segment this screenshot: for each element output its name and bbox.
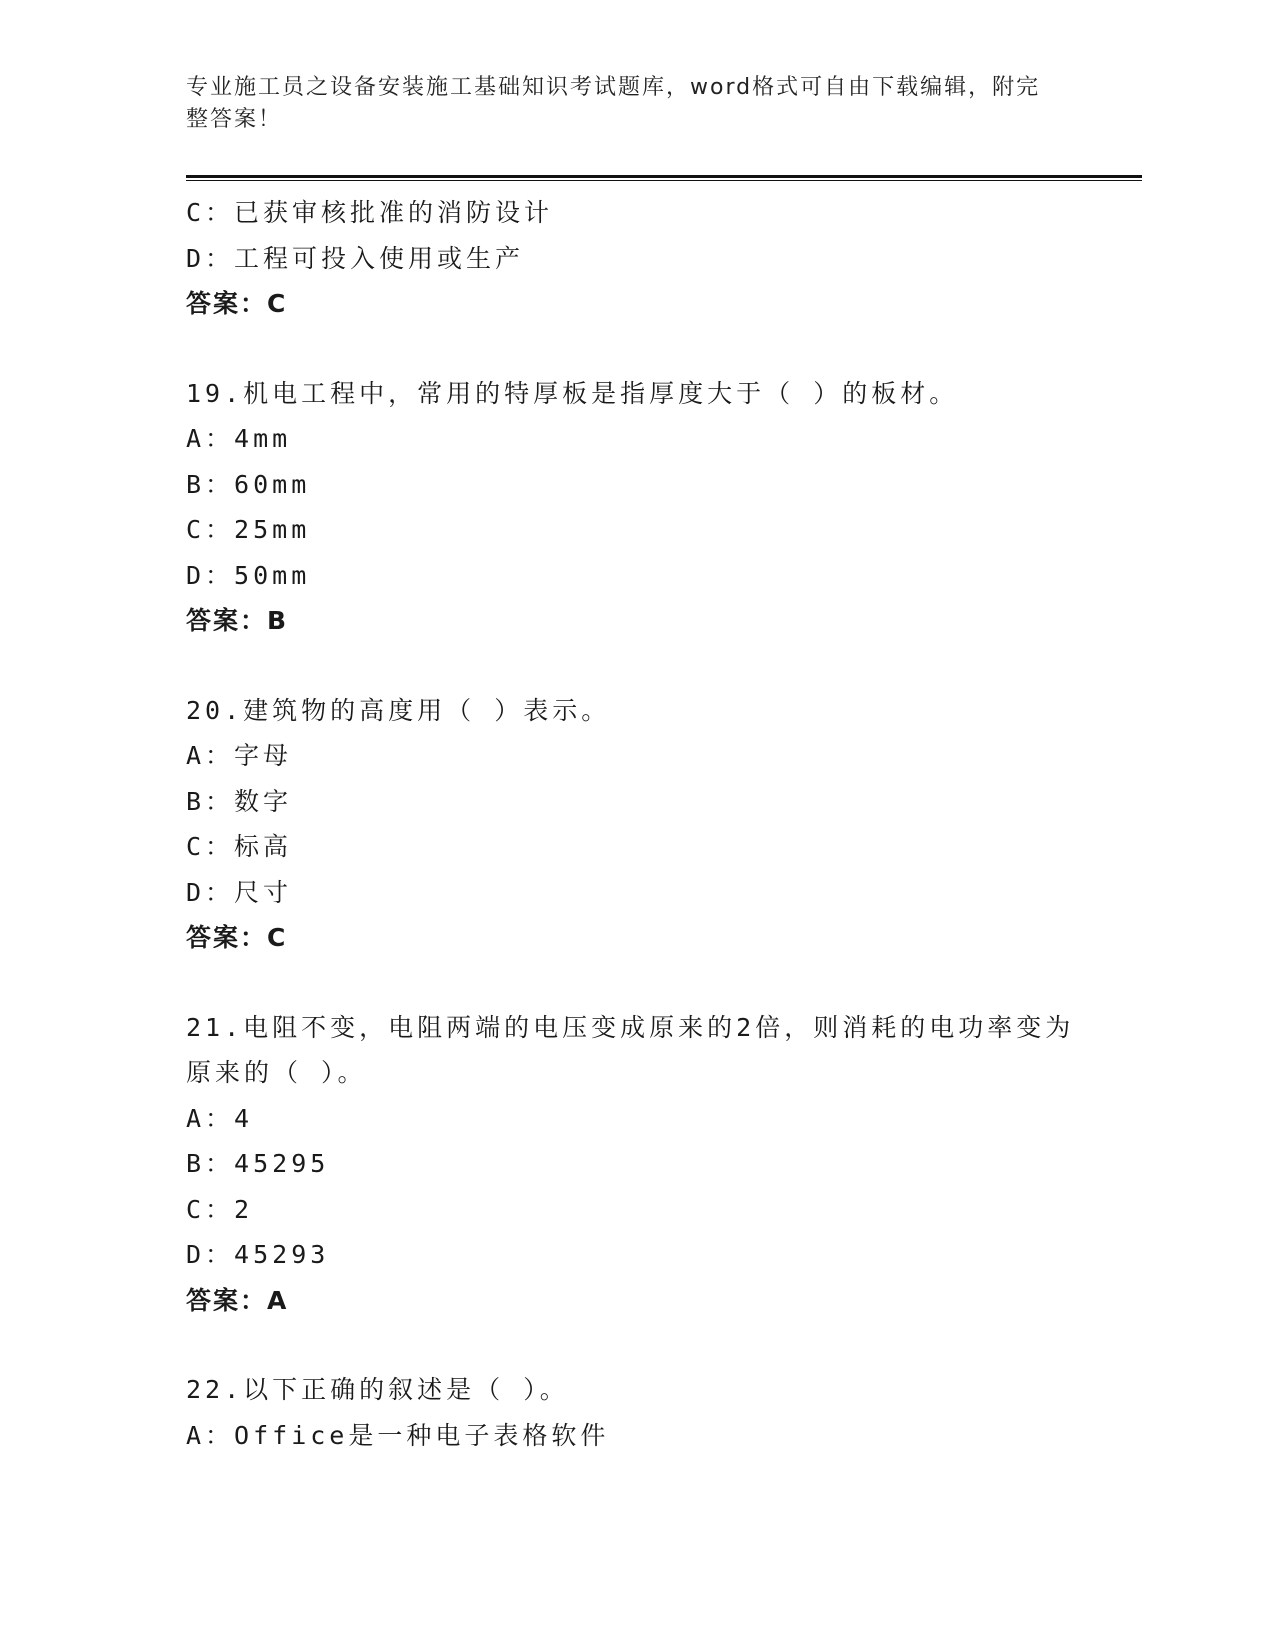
option-a: A：字母: [186, 741, 293, 770]
option-d: D：50mm: [186, 560, 311, 590]
option-c: C：25mm: [186, 515, 311, 544]
spacer: [186, 961, 1086, 1005]
header-rule-thin: [186, 180, 1142, 181]
answer-line: 答案：C: [186, 289, 288, 318]
question-block-20: [186, 688, 1086, 961]
question-block-22: [186, 1367, 1086, 1458]
spacer: [186, 644, 1086, 688]
question-title: 22.以下正确的叙述是（ ）。: [186, 1375, 569, 1404]
option-b: B：45295: [186, 1149, 330, 1178]
question-block-19: [186, 371, 1086, 644]
page-header: [186, 72, 1066, 136]
option-d: D：工程可投入使用或生产: [186, 243, 525, 273]
question-title-line-2: 原来的（ ）。: [186, 1058, 367, 1087]
answer-line: 答案：A: [186, 1285, 289, 1315]
question-title-line-1: 21.电阻不变，电阻两端的电压变成原来的2倍，则消耗的电功率变为: [186, 1012, 1075, 1042]
question-block-18: [186, 190, 1086, 327]
option-d: D：尺寸: [186, 877, 293, 907]
spacer: [186, 1323, 1086, 1367]
option-a: A：4: [186, 1103, 254, 1133]
option-c: C：2: [186, 1194, 254, 1224]
header-rule-thick: [186, 175, 1142, 178]
question-block-21: [186, 1005, 1086, 1324]
header-line-1: 专业施工员之设备安装施工基础知识考试题库，word格式可自由下载编辑，附完: [186, 75, 1041, 100]
option-c: C：标高: [186, 832, 293, 861]
question-title: 19.机电工程中，常用的特厚板是指厚度大于（ ）的板材。: [186, 378, 959, 408]
option-c: C：已获审核批准的消防设计: [186, 198, 554, 227]
question-list: [186, 190, 1086, 1458]
option-a: A：4mm: [186, 424, 292, 453]
answer-line: 答案：C: [186, 923, 288, 952]
header-line-2: 整答案！: [186, 107, 283, 132]
option-b: B：数字: [186, 786, 293, 816]
option-d: D：45293: [186, 1240, 330, 1269]
option-b: B：60mm: [186, 469, 311, 499]
question-title: 20.建筑物的高度用（ ）表示。: [186, 695, 611, 725]
answer-line: 答案：B: [186, 606, 289, 635]
spacer: [186, 327, 1086, 371]
option-a: A：Office是一种电子表格软件: [186, 1420, 610, 1450]
